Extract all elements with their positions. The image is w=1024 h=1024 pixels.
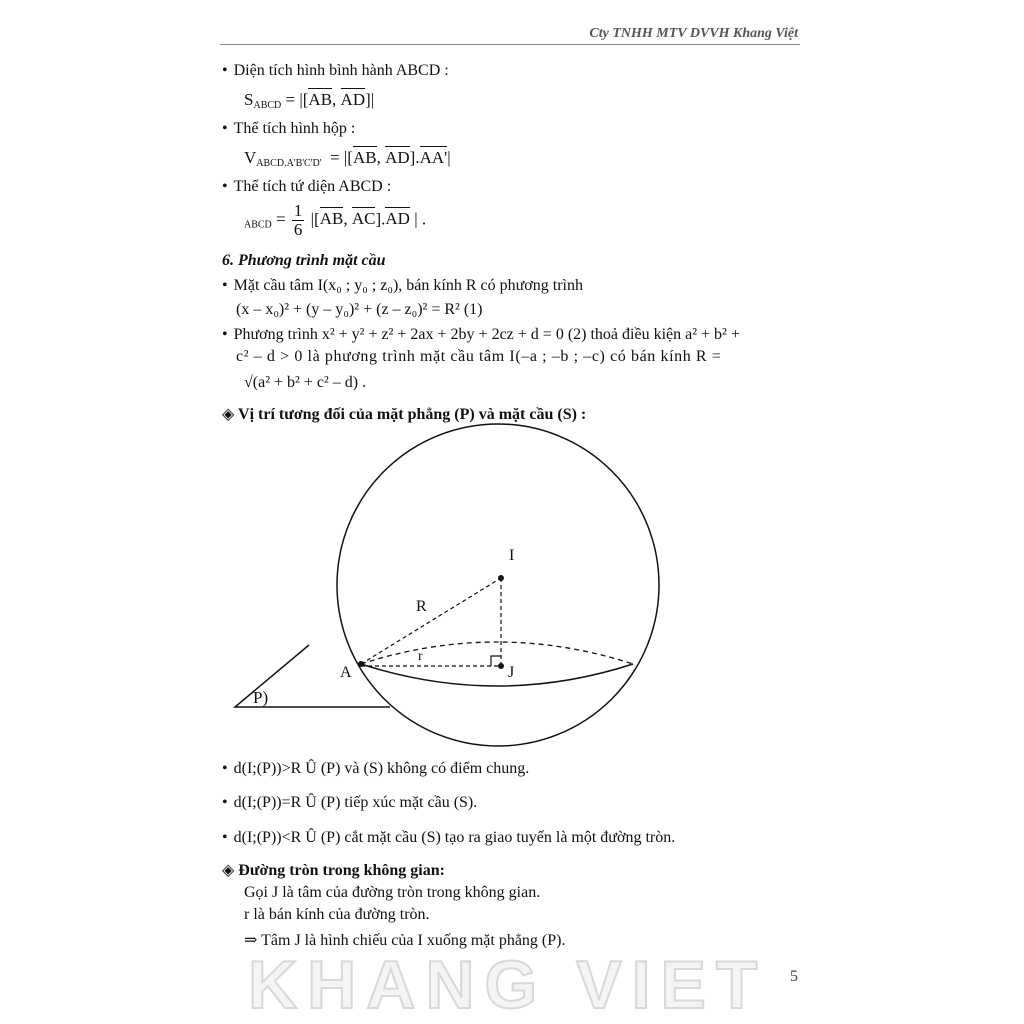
case-no-intersection: • d(I;(P))>R Û (P) và (S) không có điểm chung.	[222, 760, 529, 778]
label-R: R	[416, 598, 427, 615]
sphere-circle	[337, 424, 659, 746]
sphere-item-2-line1: • Phương trình x² + y² + z² + 2ax + 2by + 2cz + d = 0 (2) thoả điều kiện a² + b² +	[222, 326, 740, 344]
label-r: r	[418, 649, 423, 664]
label-I: I	[509, 547, 515, 564]
case-intersect: • d(I;(P))<R Û (P) cắt mặt cầu (S) tạo ra giao tuyến là một đường tròn.	[222, 829, 675, 847]
section-ellipse-back	[361, 642, 633, 664]
point-I	[498, 575, 504, 581]
sphere-item-2-line2: c² – d > 0 là phương trình mặt cầu tâm I(–a ; –b ; –c) có bán kính R =	[236, 348, 722, 365]
sphere-item-1: • Mặt cầu tâm I(x₀ ; y₀ ; z₀), bán kính R có phương trình	[222, 277, 583, 295]
formula-area: $S_{ABCD} = |[AB$, AD]|	[244, 90, 375, 111]
section-title: 6. Phương trình mặt cầu	[222, 252, 386, 269]
bullet-area-parallelogram: • Diện tích hình bình hành ABCD :	[222, 62, 449, 80]
circle-line-3: ⇒ Tâm J là hình chiếu của I xuống mặt phẳng (P).	[244, 932, 566, 949]
label-A: A	[340, 664, 352, 681]
section-ellipse-front	[361, 664, 633, 686]
point-A	[358, 661, 364, 667]
position-title: ◈ Vị trí tương đối của mặt phẳng (P) và mặt cầu (S) :	[222, 406, 587, 423]
bullet-volume-tetrahedron: • Thể tích tứ diện ABCD :	[222, 178, 391, 196]
sphere-equation-1: (x – x₀)² + (y – y₀)² + (z – z₀)² = R² (1)	[236, 301, 483, 318]
formula-volume-tetrahedron: $_{ABCD}$ = $\frac{1}{6}$ |[AB, AC].AD | .	[244, 201, 427, 239]
circle-line-2: r là bán kính của đường tròn.	[244, 906, 430, 923]
formula-volume-box: $V_{ABCD.A'B'C'D'} = |[AB$, AD].AA'|	[244, 148, 451, 169]
watermark: KHANG VIET	[248, 947, 768, 1023]
page-number: 5	[790, 968, 798, 985]
radius-R-line	[361, 578, 501, 664]
bullet-volume-box: • Thể tích hình hộp :	[222, 120, 355, 138]
label-J: J	[508, 664, 515, 681]
sphere-radius-formula: √(a² + b² + c² – d) .	[244, 374, 367, 391]
label-P: P)	[253, 688, 269, 707]
page-header: Cty TNHH MTV DVVH Khang Việt	[589, 26, 798, 41]
case-tangent: • d(I;(P))=R Û (P) tiếp xúc mặt cầu (S).	[222, 794, 477, 812]
circle-section-title: ◈ Đường tròn trong không gian:	[222, 862, 445, 879]
point-J	[498, 663, 504, 669]
circle-line-1: Gọi J là tâm của đường tròn trong không gian.	[244, 884, 541, 901]
